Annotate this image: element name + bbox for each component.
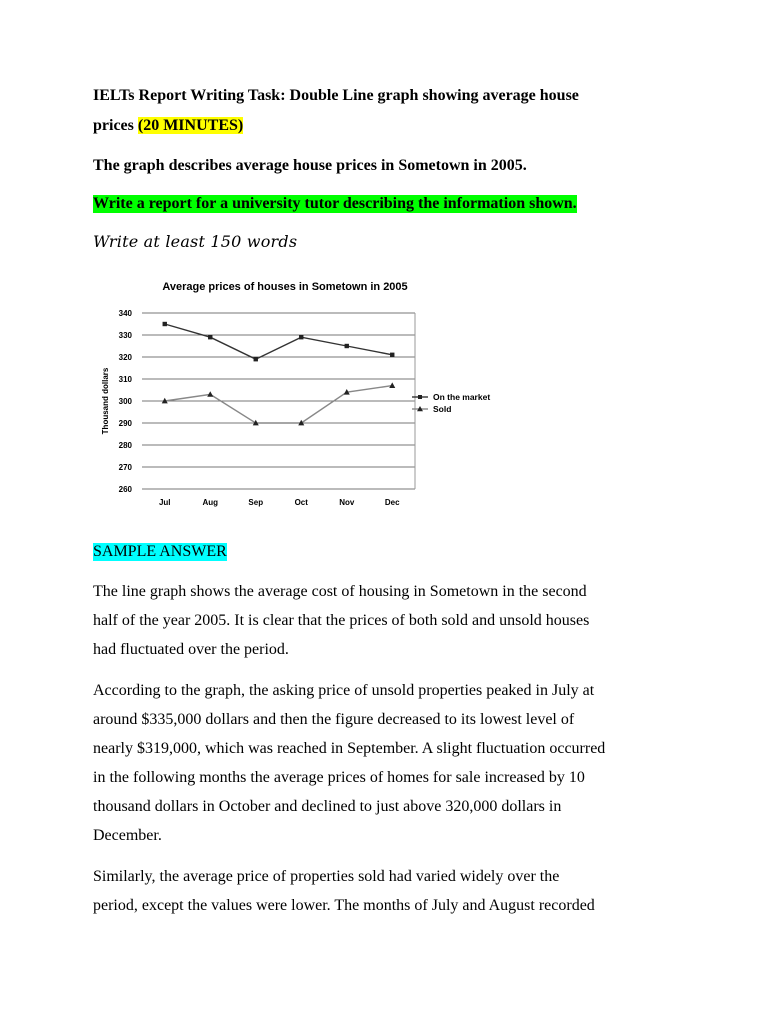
data-point bbox=[299, 335, 303, 339]
paragraph-3 bbox=[93, 862, 693, 920]
paragraph-2 bbox=[93, 676, 693, 850]
chart-title: Average prices of houses in Sometown in 2005 bbox=[162, 281, 408, 293]
y-tick-label: 320 bbox=[118, 353, 132, 362]
paragraph-line: period, except the values were lower. The months of July and August recorded bbox=[93, 897, 595, 914]
legend-label: On the market bbox=[433, 392, 491, 402]
x-tick-label: Oct bbox=[294, 498, 308, 507]
y-tick-label: 270 bbox=[118, 463, 132, 472]
paragraph-line: According to the graph, the asking price of unsold properties peaked in July at bbox=[93, 682, 595, 699]
x-tick-label: Aug bbox=[202, 498, 219, 507]
paragraph-line: half of the year 2005. It is clear that the prices of both sold and unsold houses bbox=[93, 612, 590, 629]
y-tick-label: 280 bbox=[118, 441, 132, 450]
data-point bbox=[208, 335, 212, 339]
legend-marker bbox=[418, 395, 422, 399]
word-count-requirement: Write at least 150 words bbox=[93, 232, 298, 251]
time-limit-highlight: (20 MINUTES) bbox=[137, 117, 244, 134]
y-tick-label: 300 bbox=[118, 397, 132, 406]
paragraph-line: nearly $319,000, which was reached in September. A slight fluctuation occurred bbox=[93, 740, 606, 757]
sample-answer-heading: SAMPLE ANSWER bbox=[93, 543, 227, 560]
task-title-continued bbox=[93, 117, 243, 135]
data-point bbox=[163, 322, 167, 326]
y-axis-label: Thousand dollars bbox=[101, 367, 110, 435]
paragraph-line: December. bbox=[93, 827, 162, 844]
x-tick-label: Dec bbox=[384, 498, 400, 507]
task-title: IELTs Report Writing Task: Double Line graph showing average house bbox=[93, 87, 579, 104]
task-instruction: Write a report for a university tutor describing the information shown. bbox=[93, 195, 577, 212]
data-point bbox=[390, 353, 394, 357]
x-tick-label: Sep bbox=[248, 498, 264, 507]
paragraph-line: The line graph shows the average cost of housing in Sometown in the second bbox=[93, 583, 587, 600]
y-tick-label: 340 bbox=[118, 309, 132, 318]
y-tick-label: 330 bbox=[118, 331, 132, 340]
paragraph-line: in the following months the average prices of homes for sale increased by 10 bbox=[93, 769, 585, 786]
y-tick-label: 310 bbox=[118, 375, 132, 384]
line-chart bbox=[95, 270, 525, 515]
series-line-on-the-market bbox=[165, 324, 393, 359]
data-point bbox=[254, 357, 258, 361]
series-line-sold bbox=[165, 386, 393, 423]
graph-description: The graph describes average house prices in Sometown in 2005. bbox=[93, 157, 527, 174]
x-tick-label: Jul bbox=[158, 498, 171, 507]
paragraph-line: thousand dollars in October and declined to just above 320,000 dollars in bbox=[93, 798, 562, 815]
paragraph-line: around $335,000 dollars and then the figure decreased to its lowest level of bbox=[93, 711, 575, 728]
data-point bbox=[345, 344, 349, 348]
y-tick-label: 290 bbox=[118, 419, 132, 428]
paragraph-1 bbox=[93, 577, 693, 664]
paragraph-line: Similarly, the average price of properties sold had varied widely over the bbox=[93, 868, 560, 885]
paragraph-line: had fluctuated over the period. bbox=[93, 641, 289, 658]
legend-label: Sold bbox=[433, 404, 452, 414]
task-title-cont-text: prices bbox=[93, 117, 134, 134]
y-tick-label: 260 bbox=[118, 485, 132, 494]
x-tick-label: Nov bbox=[339, 498, 355, 507]
